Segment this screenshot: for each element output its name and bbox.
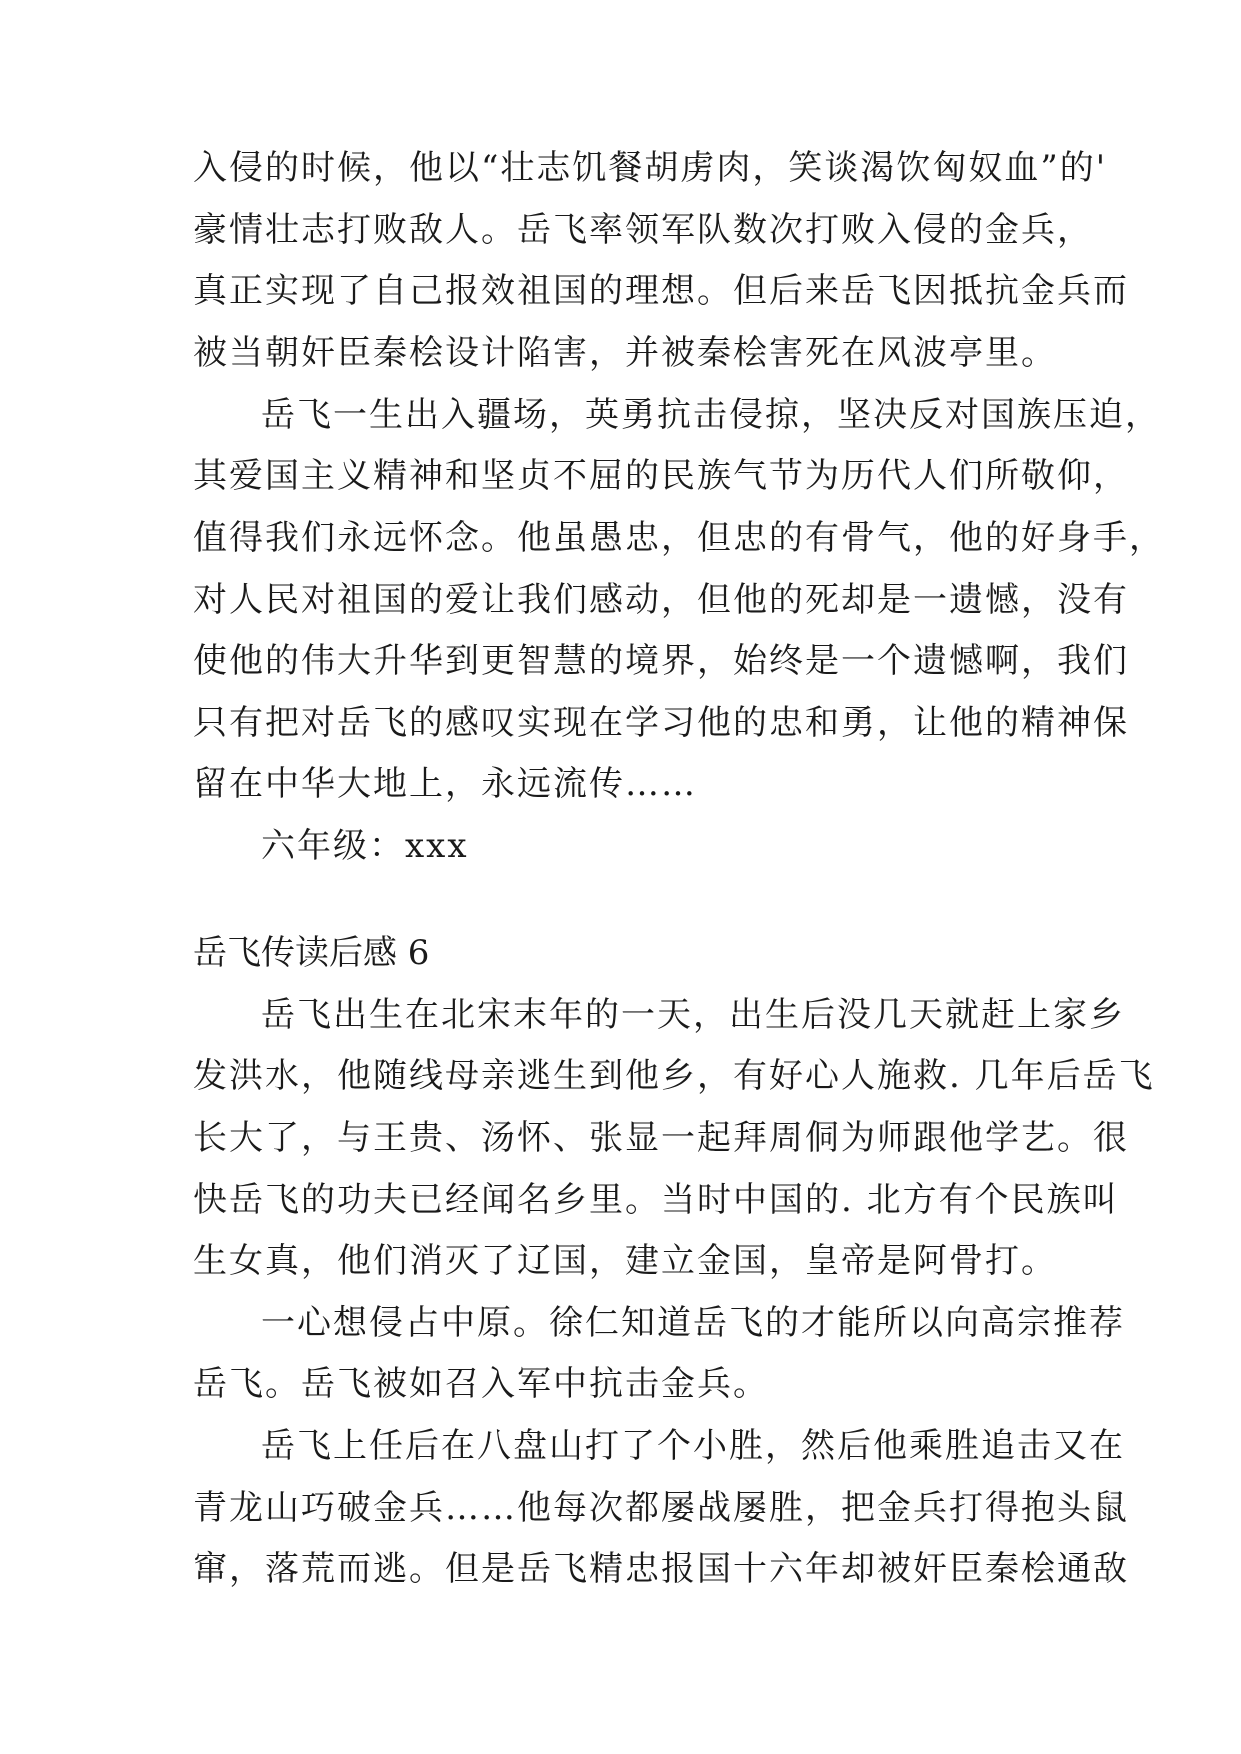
- text-line: 对人民对祖国的爱让我们感动，但他的死却是一遗憾，没有: [193, 580, 1129, 620]
- text-line: 值得我们永远怀念。他虽愚忠，但忠的有骨气，他的好身手，: [193, 518, 1165, 558]
- section-heading: 岳飞传读后感 6: [193, 933, 430, 973]
- text-line: 快岳飞的功夫已经闻名乡里。当时中国的. 北方有个民族叫: [193, 1180, 1119, 1220]
- text-line: 豪情壮志打败敌人。岳飞率领军队数次打败入侵的金兵，: [193, 210, 1093, 250]
- text-line: 入侵的时候，他以“壮志饥餐胡虏肉，笑谈渴饮匈奴血”的': [193, 148, 1108, 188]
- text-line: 青龙山巧破金兵……他每次都屡战屡胜，把金兵打得抱头鼠: [193, 1488, 1129, 1528]
- signature: 六年级：xxx: [261, 826, 469, 866]
- text-line: 留在中华大地上，永远流传……: [193, 764, 697, 804]
- text-line: 岳飞。岳飞被如召入军中抗击金兵。: [193, 1364, 769, 1404]
- text-line: 一心想侵占中原。徐仁知道岳飞的才能所以向高宗推荐: [261, 1303, 1125, 1343]
- text-line: 岳飞上任后在八盘山打了个小胜，然后他乘胜追击又在: [261, 1426, 1125, 1466]
- text-line: 使他的伟大升华到更智慧的境界，始终是一个遗憾啊，我们: [193, 641, 1129, 681]
- text-line: 只有把对岳飞的感叹实现在学习他的忠和勇，让他的精神保: [193, 703, 1129, 743]
- text-line: 岳飞出生在北宋末年的一天，出生后没几天就赶上家乡: [261, 995, 1125, 1035]
- text-line: 被当朝奸臣秦桧设计陷害，并被秦桧害死在风波亭里。: [193, 333, 1057, 373]
- text-line: 真正实现了自己报效祖国的理想。但后来岳飞因抵抗金兵而: [193, 271, 1129, 311]
- text-line: 窜，落荒而逃。但是岳飞精忠报国十六年却被奸臣秦桧通敌: [193, 1549, 1129, 1589]
- text-line: 生女真，他们消灭了辽国，建立金国，皇帝是阿骨打。: [193, 1241, 1057, 1281]
- text-line: 岳飞一生出入疆场，英勇抗击侵掠，坚决反对国族压迫，: [261, 395, 1161, 435]
- text-line: 发洪水，他随线母亲逃生到他乡，有好心人施救. 几年后岳飞: [193, 1056, 1155, 1096]
- text-line: 其爱国主义精神和坚贞不屈的民族气节为历代人们所敬仰，: [193, 456, 1129, 496]
- text-line: 长大了，与王贵、汤怀、张显一起拜周侗为师跟他学艺。很: [193, 1118, 1129, 1158]
